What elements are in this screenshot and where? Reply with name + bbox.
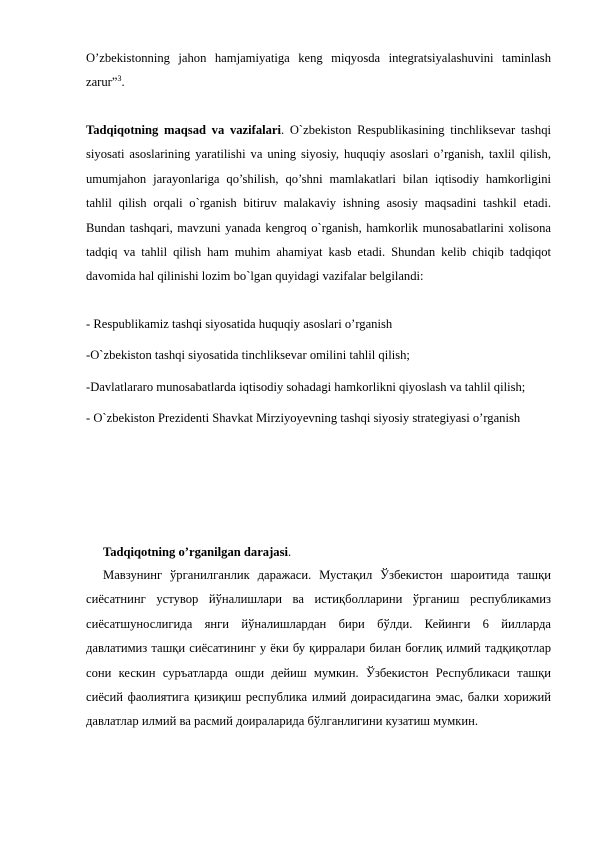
cyrillic-paragraph: Мавзунинг ўрганилганлик даражаси. Мустақил Ўзбекистон шароитида ташқи сиёсатнинг устувор йўналишлари ва истиқболларини ўрганиш республикамиз сиёсатшунослигида янги йўналишлардан бири бўлди. Кейинги 6 йилларда давлатимиз ташқи сиёсатининг у ёки бу қирралари билан боғлиқ илмий тадқиқотлар сони кескин суръатларда ошди дейиш мумкин. Ўзбекистон Республикаси ташқи сиёсий фаолиятига қизиқиш республика илмий доирасидагина эмас, балки хорижий давлатлар илмий ва расмий доираларида бўлганлигини кузатиш мумкин.: [86, 568, 551, 729]
goals-paragraph: [86, 118, 551, 289]
research-level-tail: .: [288, 545, 292, 559]
list-item: - O`zbekiston Prezidenti Shavkat Mirziyoyevning tashqi siyosiy strategiyasi o’rganish: [86, 411, 521, 426]
footnote-marker: 3: [117, 74, 122, 84]
goals-text: . O`zbekiston Respublikasining tinchliksevar tashqi siyosati asoslarining yaratilishi va uning siyosiy, huquqiy asoslari o’rganish, taxlil qilish, umumjahon jarayonlariga qo’shilish, qo’shni mamlakatlari bilan iqtisodiy hamkorligini tahlil qilish orqali o`rganish bitiruv malakaviy ishning asosiy maqsadini tashkil etadi. Bundan tashqari, mavzuni yanada kengroq o`rganish, hamkorlik munosabatlarini xolisona tadqiq va tahlil qilish ham muhim ahamiyat kasb etadi. Shundan kelib chiqib tadqiqot davomida hal qilinishi lozim bo`lgan quyidagi vazifalar belgilandi:: [86, 123, 551, 284]
goals-heading: Tadqiqotning maqsad va vazifalari: [86, 123, 282, 137]
research-level-heading: Tadqiqotning o’rganilgan darajasi: [103, 545, 288, 559]
intro-text: O’zbekistonning jahon hamjamiyatiga keng miqyosda integratsiyalashuvini taminlash zarur”: [86, 51, 551, 90]
list-item: - Respublikamiz tashqi siyosatida huquqiy asoslari o’rganish: [86, 317, 393, 331]
intro-paragraph: [86, 46, 551, 95]
research-level-heading-line: [86, 540, 551, 564]
list-item: -Davlatlararo munosabatlarda iqtisodiy sohadagi hamkorlikni qiyoslash va tahlil qilish;: [86, 379, 526, 394]
intro-tail: .: [121, 75, 125, 90]
list-item: -O`zbekiston tashqi siyosatida tinchliksevar omilini tahlil qilish;: [86, 348, 410, 363]
tasks-list: [86, 312, 551, 431]
